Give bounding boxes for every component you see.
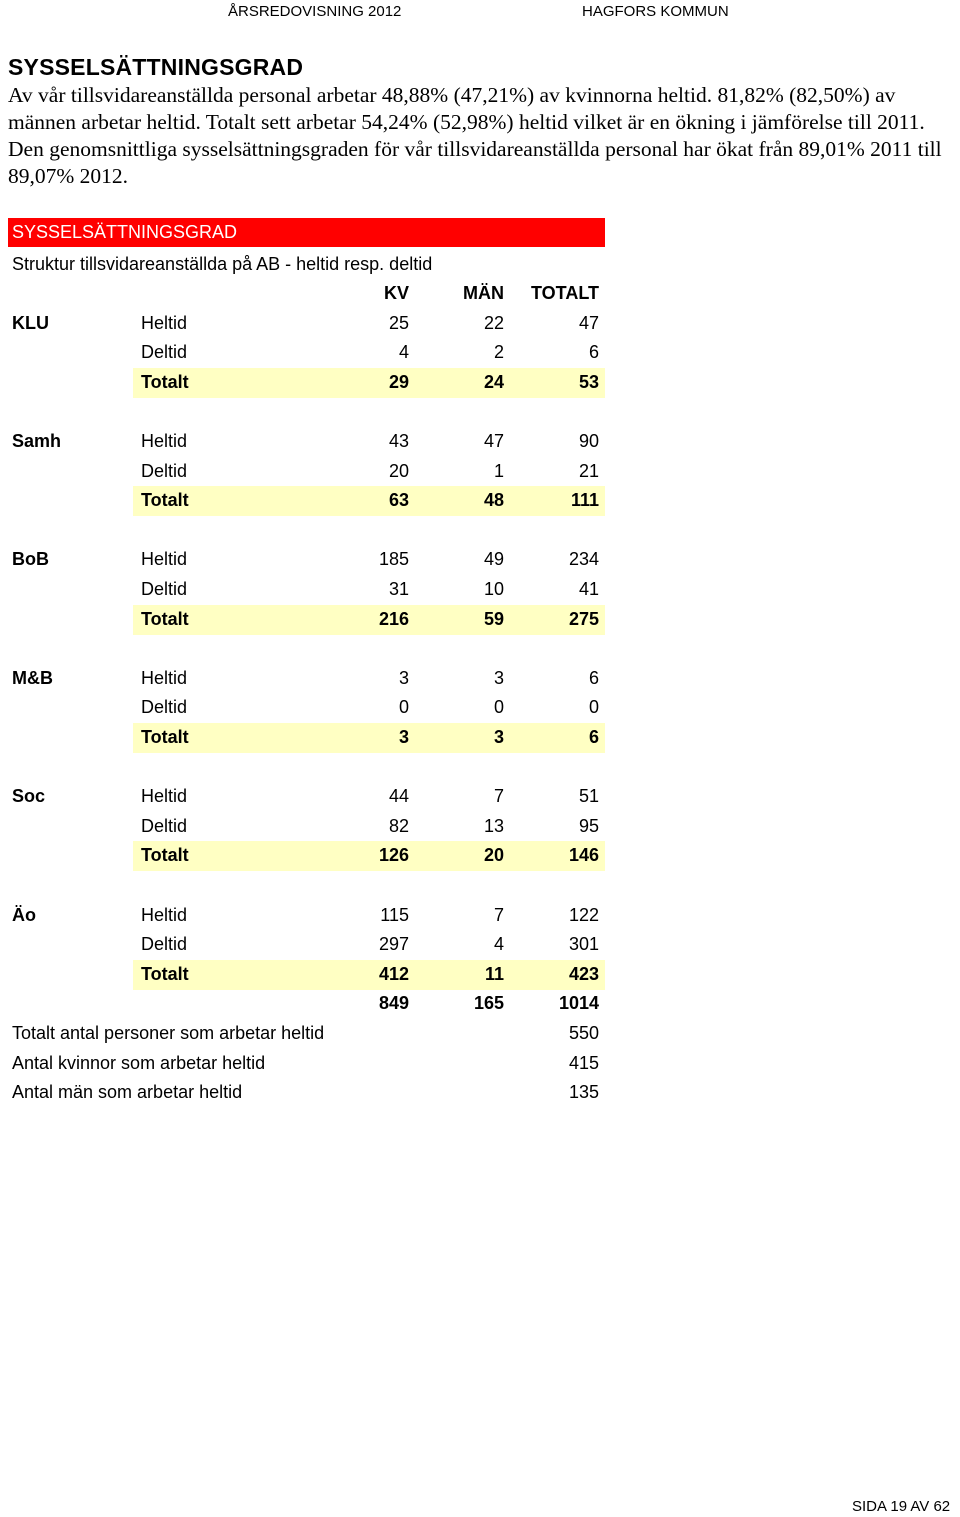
cell-kv: 44 — [388, 786, 409, 806]
table-total-row — [0, 960, 960, 990]
cell-man: 47 — [483, 431, 504, 451]
group-label: Soc — [12, 786, 46, 806]
row-label: Totalt — [141, 609, 189, 629]
summary-label: Antal kvinnor som arbetar heltid — [12, 1053, 266, 1073]
group-label: Äo — [12, 905, 36, 925]
table-total-row — [0, 368, 960, 398]
cell-totalt: 90 — [578, 431, 599, 451]
table-subtitle: Struktur tillsvidareanställda på AB - heltid resp. deltid — [12, 254, 433, 274]
cell-kv: 4 — [398, 342, 409, 362]
table-row — [0, 545, 960, 575]
table-total-row — [0, 841, 960, 871]
row-label: Heltid — [141, 905, 188, 925]
cell-man: 7 — [493, 786, 504, 806]
cell-kv: 185 — [378, 549, 409, 569]
cell-man: 24 — [483, 372, 504, 392]
table-row — [0, 930, 960, 960]
summary-value: 415 — [568, 1053, 599, 1073]
cell-man: 20 — [483, 845, 504, 865]
grand-total-row — [0, 989, 960, 1019]
cell-man: 4 — [493, 934, 504, 954]
table-total-row — [0, 723, 960, 753]
row-label: Deltid — [141, 461, 188, 481]
grand-total-kv: 849 — [378, 993, 409, 1013]
summary-label: Totalt antal personer som arbetar heltid — [12, 1023, 325, 1043]
table-row — [0, 664, 960, 694]
cell-kv: 0 — [398, 697, 409, 717]
summary-value: 550 — [568, 1023, 599, 1043]
cell-kv: 3 — [398, 727, 409, 747]
cell-man: 10 — [483, 579, 504, 599]
cell-man: 3 — [493, 727, 504, 747]
table-title: SYSSELSÄTTNINGSGRAD — [12, 222, 238, 242]
cell-totalt: 95 — [578, 816, 599, 836]
table-row — [0, 812, 960, 842]
cell-totalt: 234 — [568, 549, 599, 569]
table-header-row — [0, 279, 960, 309]
cell-man: 7 — [493, 905, 504, 925]
cell-kv: 216 — [378, 609, 409, 629]
cell-totalt: 423 — [568, 964, 599, 984]
row-label: Totalt — [141, 372, 189, 392]
column-header-kv: KV — [383, 283, 409, 303]
cell-kv: 126 — [378, 845, 409, 865]
cell-man: 2 — [493, 342, 504, 362]
cell-totalt: 41 — [578, 579, 599, 599]
table-row — [0, 309, 960, 339]
row-label: Totalt — [141, 490, 189, 510]
cell-man: 48 — [483, 490, 504, 510]
table-total-row — [0, 486, 960, 516]
cell-kv: 31 — [388, 579, 409, 599]
cell-man: 22 — [483, 313, 504, 333]
row-label: Deltid — [141, 579, 188, 599]
cell-man: 49 — [483, 549, 504, 569]
cell-kv: 297 — [378, 934, 409, 954]
row-label: Heltid — [141, 668, 188, 688]
body-paragraph: Av vår tillsvidareanställda personal arbetar 48,88% (47,21%) av kvinnorna heltid. 81,82% (82,50%) av männen arbetar heltid. Totalt sett arbetar 54,24% (52,98%) heltid vilket är en ökning i jämförelse till 2011. Den genomsnittliga sysselsättningsgraden för vår tillsvidareanställda personal har ökat från 89,01% 2011 till 89,07% 2012. — [8, 83, 942, 188]
summary-label: Antal män som arbetar heltid — [12, 1082, 243, 1102]
page-number: SIDA 19 AV 62 — [852, 1498, 951, 1515]
table-row — [0, 693, 960, 723]
table-row — [0, 901, 960, 931]
group-label: M&B — [12, 668, 53, 688]
cell-totalt: 146 — [568, 845, 599, 865]
cell-totalt: 6 — [588, 342, 599, 362]
cell-man: 13 — [483, 816, 504, 836]
cell-totalt: 122 — [568, 905, 599, 925]
cell-totalt: 6 — [588, 727, 599, 747]
cell-kv: 412 — [378, 964, 409, 984]
table-total-row — [0, 605, 960, 635]
grand-total-totalt: 1014 — [558, 993, 599, 1013]
summary-value: 135 — [568, 1082, 599, 1102]
table-title-bar — [8, 218, 605, 247]
summary-row — [0, 1019, 960, 1049]
group-label: BoB — [12, 549, 49, 569]
cell-kv: 82 — [388, 816, 409, 836]
row-label: Totalt — [141, 964, 189, 984]
cell-totalt: 51 — [578, 786, 599, 806]
summary-row — [0, 1078, 960, 1108]
cell-kv: 63 — [388, 490, 409, 510]
table-row — [0, 782, 960, 812]
cell-man: 59 — [483, 609, 504, 629]
column-header-man: MÄN — [463, 283, 504, 303]
table-row — [0, 457, 960, 487]
row-label: Deltid — [141, 934, 188, 954]
cell-totalt: 6 — [588, 668, 599, 688]
cell-totalt: 21 — [578, 461, 599, 481]
cell-totalt: 301 — [568, 934, 599, 954]
section-title: SYSSELSÄTTNINGSGRAD — [8, 54, 304, 80]
cell-totalt: 275 — [568, 609, 599, 629]
cell-man: 3 — [493, 668, 504, 688]
row-label: Totalt — [141, 727, 189, 747]
grand-total-man: 165 — [473, 993, 504, 1013]
cell-kv: 25 — [388, 313, 409, 333]
row-label: Deltid — [141, 697, 188, 717]
cell-man: 1 — [493, 461, 504, 481]
cell-man: 0 — [493, 697, 504, 717]
header-municipality: HAGFORS KOMMUN — [582, 3, 729, 20]
header-report-title: ÅRSREDOVISNING 2012 — [228, 3, 402, 20]
table-row — [0, 575, 960, 605]
cell-totalt: 47 — [578, 313, 599, 333]
cell-totalt: 111 — [570, 490, 599, 510]
row-label: Heltid — [141, 431, 188, 451]
row-label: Heltid — [141, 786, 188, 806]
row-label: Totalt — [141, 845, 189, 865]
cell-totalt: 53 — [578, 372, 599, 392]
group-label: Samh — [12, 431, 62, 451]
cell-kv: 20 — [388, 461, 409, 481]
cell-kv: 3 — [398, 668, 409, 688]
cell-kv: 115 — [380, 905, 409, 925]
row-label: Deltid — [141, 816, 188, 836]
row-label: Deltid — [141, 342, 188, 362]
cell-man: 11 — [484, 964, 504, 984]
cell-totalt: 0 — [588, 697, 599, 717]
summary-row — [0, 1049, 960, 1079]
table-row — [0, 338, 960, 368]
cell-kv: 43 — [388, 431, 409, 451]
column-header-totalt: TOTALT — [531, 283, 599, 303]
row-label: Heltid — [141, 313, 188, 333]
cell-kv: 29 — [388, 372, 409, 392]
row-label: Heltid — [141, 549, 188, 569]
table-row — [0, 427, 960, 457]
group-label: KLU — [12, 313, 49, 333]
